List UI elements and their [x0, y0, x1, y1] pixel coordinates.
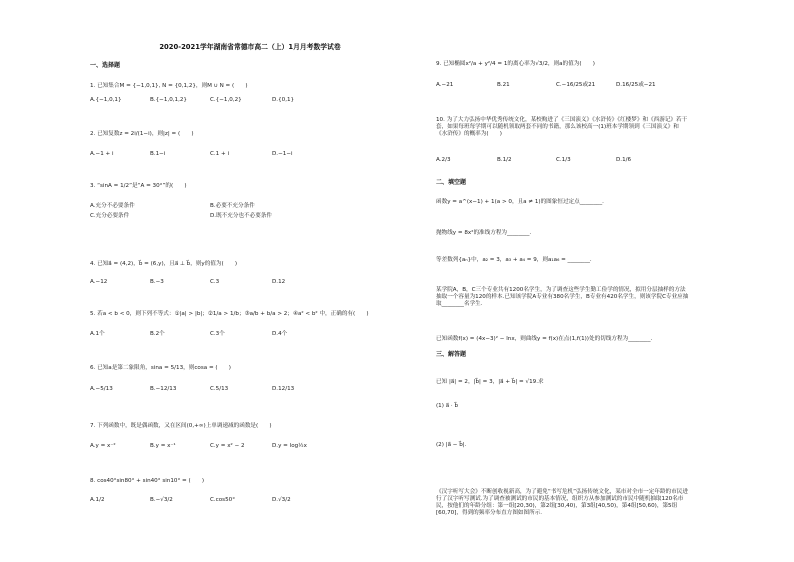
- option-a: A.y = x⁻²: [90, 443, 116, 449]
- option-d: D.12/13: [272, 386, 295, 392]
- option-a: A.1/2: [90, 497, 105, 503]
- section-answer-heading: 三、解答题: [436, 351, 467, 358]
- question-6: 6. 已知a是第二象限角，sina = 5/13，则cosa = ( ): [90, 365, 231, 371]
- option-c: C.充分必要条件: [90, 213, 130, 219]
- option-d: D.12: [272, 279, 286, 285]
- option-b: B.1/2: [497, 157, 512, 163]
- option-a: A.1个: [90, 331, 105, 337]
- option-b: B.1−i: [150, 151, 166, 157]
- answer-question-2: 《汉字听写大会》不断创收视新高，为了避免“书写危机”弘扬传统文化，某市对全市一定年龄的市民进行了汉字听写测试.为了调查被测试的市民的基本情况，组织方从参加测试的市民中随机抽取120名市民，按他们的年龄分组：第一组[20,30)，第2组[30,40)，第3组[40,50)，第4组[50,60)，第5组[60,70]，得到的频率分布直方图如图所示.: [436, 489, 688, 516]
- question-5: 5. 若a < b < 0，则下列不等式：①|a| > |b|；②1/a > 1/b；③a/b + b/a > 2；④a² < b² 中，正确的有( ): [90, 311, 369, 317]
- option-a: A.−1 + i: [90, 151, 114, 157]
- option-d: D.既不充分也不必要条件: [210, 213, 273, 219]
- option-b: B.−12/13: [150, 386, 177, 392]
- option-a: A.−12: [90, 279, 108, 285]
- option-a: A.充分不必要条件: [90, 203, 135, 209]
- question-9: 9. 已知椭圆x²/a + y²/4 = 1的离心率为√3/2，则a的值为( ): [436, 61, 595, 67]
- option-b: B.−√3/2: [150, 497, 173, 503]
- answer-question-1-part-2: (2) |a⃗ − b⃗|.: [436, 442, 467, 448]
- section-fill-heading: 二、填空题: [436, 179, 467, 186]
- question-2: 2. 已知复数z = 2i/(1−i)，则|z| = ( ): [90, 131, 194, 137]
- option-d: D.y = log½x: [272, 443, 307, 449]
- option-c: C.5/13: [210, 386, 229, 392]
- option-c: C.−16/25或21: [556, 82, 596, 88]
- option-c: C.3: [210, 279, 220, 285]
- option-c: C.1 + i: [210, 151, 230, 157]
- answer-question-1: 已知 |a⃗| = 2，|b⃗| = 3，|a⃗ + b⃗| = √19.求: [436, 379, 544, 385]
- option-a: A.−5/13: [90, 386, 113, 392]
- fill-question-1: 函数y = a^(x−1) + 1(a > 0，且a ≠ 1)的图象恒过定点________.: [436, 199, 604, 205]
- option-c: C.cos50°: [210, 497, 236, 503]
- option-d: D.16/25或−21: [616, 82, 656, 88]
- option-a: A.−21: [436, 82, 454, 88]
- option-a: A.2/3: [436, 157, 451, 163]
- question-8: 8. cos40°sin80° + sin40° sin10° = ( ): [90, 478, 205, 484]
- option-a: A.{−1,0,1}: [90, 97, 122, 103]
- exam-title: 2020-2021学年湖南省常德市高二（上）1月月考数学试卷: [159, 43, 341, 51]
- answer-question-1-part-1: (1) a⃗ · b⃗: [436, 403, 459, 409]
- question-4: 4. 已知a⃗ = (4,2)，b⃗ = (6,y)，且a⃗ ⊥ b⃗，则y的值为( ): [90, 261, 238, 267]
- question-7: 7. 下列函数中，既是偶函数，又在区间(0,+∞)上单调递减的函数是( ): [90, 423, 272, 429]
- question-1: 1. 已知集合M = {−1,0,1}, N = {0,1,2}，则M ∪ N = ( ): [90, 83, 248, 89]
- option-c: C.y = x² − 2: [210, 443, 245, 449]
- option-b: B.−3: [150, 279, 164, 285]
- question-3: 3. “sinA = 1/2”是“A = 30°”的( ): [90, 183, 187, 189]
- option-b: B.必要不充分条件: [210, 203, 255, 209]
- question-10: 10. 为了大力弘扬中华优秀传统文化，某校购进了《三国演义》《水浒传》《红楼梦》和《西游记》若干套，如果每班每学期可以随机领取两套不同的书籍，那么该校高一(1)班本学期领到《三国演义》和《水浒传》的概率为( ): [436, 117, 688, 137]
- option-b: B.y = x⁻¹: [150, 443, 176, 449]
- option-d: D.1/6: [616, 157, 632, 163]
- option-c: C.1/3: [556, 157, 571, 163]
- option-c: C.3个: [210, 331, 225, 337]
- option-d: D.√3/2: [272, 497, 291, 503]
- fill-question-3: 等差数列{aₙ}中，a₂ = 3，a₃ + a₄ = 9，则a₁a₆ = ________.: [436, 257, 592, 263]
- option-b: B.{−1,0,1,2}: [150, 97, 187, 103]
- option-d: D.4个: [272, 331, 288, 337]
- section-choice-heading: 一、选择题: [90, 62, 121, 69]
- option-b: B.2个: [150, 331, 165, 337]
- option-d: D.{0,1}: [272, 97, 295, 103]
- fill-question-5: 已知函数f(x) = (4x−3)² − lnx，则曲线y = f(x)在点(1,f(1))处的切线方程为________.: [436, 336, 653, 342]
- option-b: B.21: [497, 82, 510, 88]
- fill-question-4: 某学院A，B，C三个专业共有1200名学生，为了调查这些学生勤工俭学的情况，拟用分层抽样的方法抽取一个容量为120的样本.已知该学院A专业有380名学生，B专业有420名学生，则该学院C专业应抽取________名学生.: [436, 287, 689, 307]
- option-d: D.−1−i: [272, 151, 293, 157]
- fill-question-2: 抛物线y = 8x²的准线方程为________.: [436, 230, 532, 236]
- option-c: C.{−1,0,2}: [210, 97, 242, 103]
